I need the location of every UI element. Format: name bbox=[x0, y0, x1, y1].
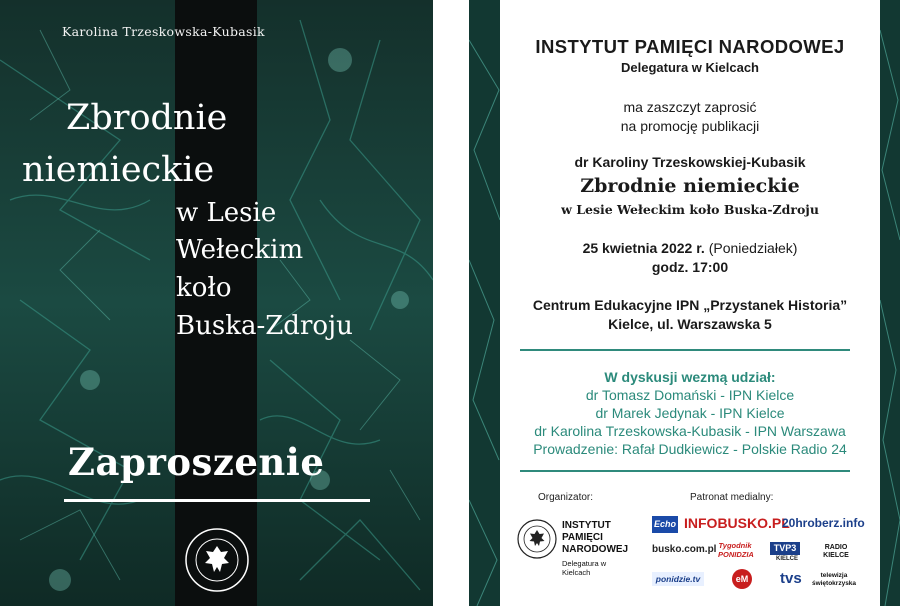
event-time: godz. 17:00 bbox=[651, 259, 729, 275]
echo-logo: Echo bbox=[652, 516, 678, 533]
participant: dr Marek Jedynak - IPN Kielce bbox=[595, 405, 785, 421]
black-vertical-stripe bbox=[175, 0, 257, 606]
ipn-logo-line: INSTYTUT bbox=[562, 520, 611, 531]
ipn-eagle-icon bbox=[516, 518, 558, 560]
ponidzie-tv-logo: ponidzie.tv bbox=[652, 572, 704, 586]
event-date-row bbox=[500, 238, 880, 258]
participant: dr Tomasz Domański - IPN Kielce bbox=[585, 387, 795, 403]
book-title: Zbrodnie niemieckie bbox=[580, 175, 800, 197]
busko-online-logo: busko.com.pl bbox=[652, 544, 717, 555]
cover-title-line: Wełeckim bbox=[176, 235, 304, 265]
event-address: Kielce, ul. Warszawska 5 bbox=[608, 316, 772, 332]
page-gutter bbox=[433, 0, 469, 606]
tvp3-logo: TVP3 bbox=[770, 542, 800, 555]
ipn-logo-sub: Delegatura w Kielcach bbox=[562, 559, 607, 577]
cover-title-line: Buska-Zdroju bbox=[176, 311, 353, 341]
book-subtitle: w Lesie Wełeckim koło Buska-Zdroju bbox=[561, 202, 819, 217]
cover-author: Karolina Trzeskowska-Kubasik bbox=[62, 24, 265, 39]
tvs-sub: telewizja świętokrzyska bbox=[811, 572, 857, 587]
invitation-card bbox=[500, 0, 880, 606]
participant: dr Karolina Trzeskowska-Kubasik - IPN Warszawa bbox=[534, 423, 846, 439]
invite-line: ma zaszczyt zaprosić bbox=[623, 99, 757, 115]
forest-strip-right bbox=[880, 0, 900, 606]
cover-title-line: niemieckie bbox=[22, 150, 215, 190]
em-radio-logo: eM bbox=[732, 569, 752, 589]
forest-strip-left bbox=[469, 0, 500, 606]
ipn-logo-line: NARODOWEJ bbox=[562, 544, 629, 555]
cover-title-line: koło bbox=[176, 273, 232, 303]
ipn-logo-line: PAMIĘCI bbox=[562, 532, 603, 543]
patronage-label: Patronat medialny: bbox=[690, 492, 774, 503]
author-name: dr Karoliny Trzeskowskiej-Kubasik bbox=[574, 154, 806, 170]
ipn-eagle-seal-icon bbox=[184, 527, 250, 593]
tygodnik-ponidzia-logo: Tygodnik PONIDZIA bbox=[718, 541, 754, 559]
ipn-logo-text bbox=[562, 520, 628, 556]
organizer-label: Organizator: bbox=[538, 492, 594, 503]
divider bbox=[520, 349, 850, 351]
infobusko-logo: INFOBUSKO.PL bbox=[684, 515, 790, 531]
cover-title-line: w Lesie bbox=[176, 198, 277, 228]
ipn-logo bbox=[514, 516, 634, 577]
chroberz-logo: 20hroberz.info bbox=[782, 516, 865, 530]
event-venue: Centrum Edukacyjne IPN „Przystanek Historia” bbox=[532, 297, 848, 313]
tvp3-sub: KIELCE bbox=[776, 556, 799, 562]
discussion-header: W dyskusji wezmą udział: bbox=[604, 369, 776, 385]
cover-invitation: Zaproszenie bbox=[68, 440, 325, 484]
delegation-name: Delegatura w Kielcach bbox=[621, 60, 759, 75]
radio-kielce-logo: RADIO KIELCE bbox=[823, 544, 849, 559]
event-weekday: (Poniedziałek) bbox=[708, 240, 798, 256]
book-cover bbox=[0, 0, 433, 606]
cover-divider bbox=[64, 499, 370, 502]
participant: Prowadzenie: Rafał Dudkiewicz - Polskie Radio 24 bbox=[533, 441, 847, 457]
invite-line: na promocję publikacji bbox=[620, 118, 760, 134]
event-date: 25 kwietnia 2022 r. bbox=[582, 240, 705, 256]
institution-name: INSTYTUT PAMIĘCI NARODOWEJ bbox=[535, 36, 845, 57]
tvs-logo: tvs bbox=[780, 570, 802, 587]
divider bbox=[520, 470, 850, 472]
cover-title-line: Zbrodnie bbox=[66, 98, 228, 138]
